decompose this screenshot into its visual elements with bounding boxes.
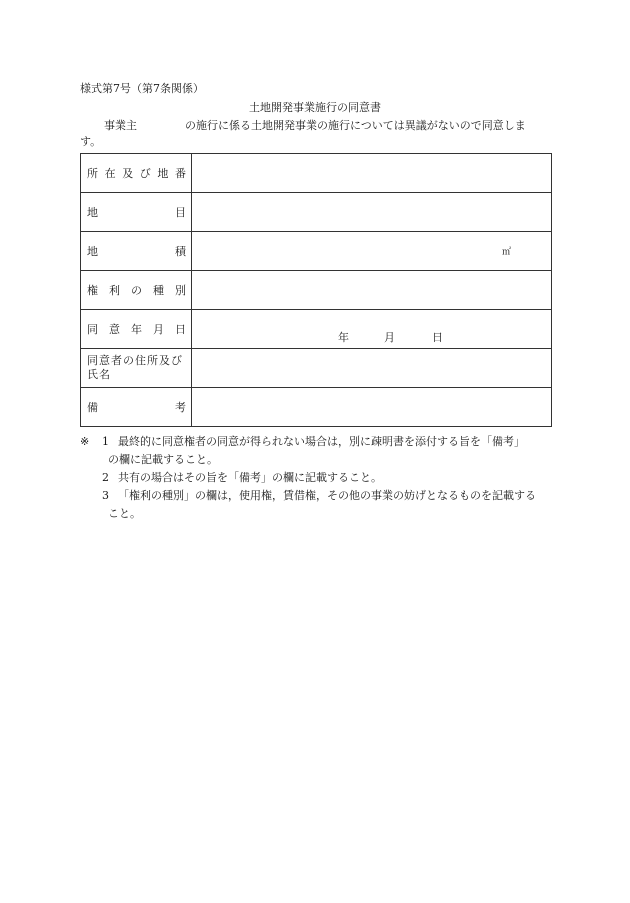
document-title: 土地開発事業施行の同意書 — [249, 101, 381, 114]
note-item — [80, 433, 560, 469]
square-meter-unit: ㎡ — [501, 247, 511, 258]
note-text: 共有の場合はその旨を「備考」の欄に記載すること。 — [118, 471, 382, 484]
consent-form-table — [80, 153, 552, 427]
business-owner-label: 事業主 — [104, 119, 137, 132]
note-text-cont: こと。 — [108, 507, 141, 520]
label-consenter: 同意者の住所及び氏名 — [81, 349, 192, 388]
value-consent-date[interactable] — [192, 310, 552, 349]
consent-statement — [80, 118, 555, 150]
consent-text-wrap: す。 — [80, 135, 102, 148]
consent-text: の施行に係る土地開発事業の施行については異議がないので同意しま — [185, 119, 526, 132]
note-text: 「権利の種別」の欄は，使用権，賃借権，その他の事業の妨げとなるものを記載する — [118, 489, 536, 502]
note-number: 2 — [102, 471, 109, 484]
label-land-area: 地 積 — [81, 232, 192, 271]
table-row-right-type — [81, 271, 552, 310]
form-number: 様式第7号（第7条関係） — [80, 82, 204, 95]
value-remarks[interactable] — [192, 388, 552, 427]
month-label: 月 — [384, 331, 395, 344]
label-location: 所 在 及 び 地 番 — [81, 154, 192, 193]
table-row-location — [81, 154, 552, 193]
label-land-category: 地 目 — [81, 193, 192, 232]
value-location[interactable] — [192, 154, 552, 193]
value-consenter[interactable] — [192, 349, 552, 388]
value-land-category[interactable] — [192, 193, 552, 232]
label-remarks: 備 考 — [81, 388, 192, 427]
table-row-remarks — [81, 388, 552, 427]
note-mark: ※ — [80, 435, 90, 448]
day-label: 日 — [432, 331, 443, 344]
table-row-consent-date — [81, 310, 552, 349]
label-consent-date: 同 意 年 月 日 — [81, 310, 192, 349]
table-row-consenter — [81, 349, 552, 388]
note-item — [80, 487, 560, 523]
table-row-land-category — [81, 193, 552, 232]
note-number: 3 — [102, 489, 109, 502]
table-row-land-area — [81, 232, 552, 271]
value-land-area[interactable] — [192, 232, 552, 271]
note-item — [80, 469, 560, 487]
year-label: 年 — [338, 331, 349, 344]
value-right-type[interactable] — [192, 271, 552, 310]
note-text-cont: の欄に記載すること。 — [108, 453, 218, 466]
notes — [80, 433, 560, 523]
note-text: 最終的に同意権者の同意が得られない場合は，別に疎明書を添付する旨を「備考」 — [118, 435, 525, 448]
label-right-type: 権 利 の 種 別 — [81, 271, 192, 310]
note-number: 1 — [102, 435, 109, 448]
